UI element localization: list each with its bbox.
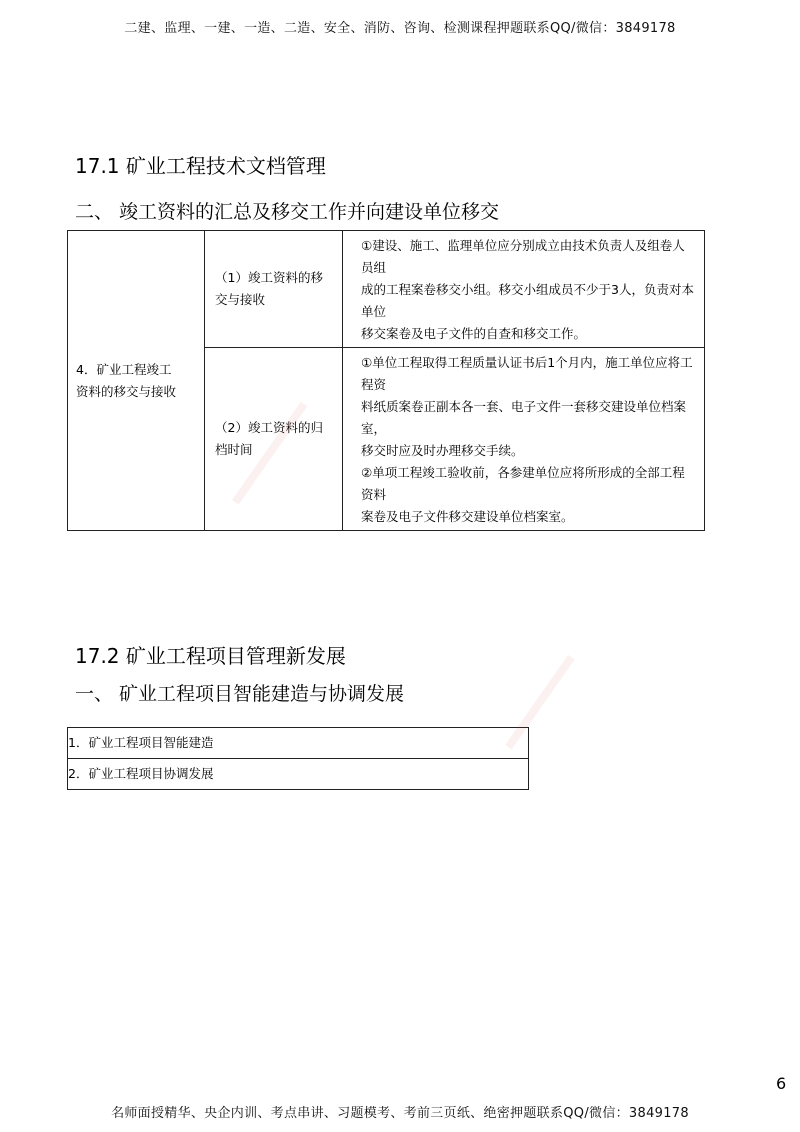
table-row: 2．矿业工程项目协调发展 xyxy=(68,759,529,790)
label-line: （2）竣工资料的归 xyxy=(215,420,323,435)
label-line: 交与接收 xyxy=(215,292,266,307)
section-subtitle-smart-construction: 一、 矿业工程项目智能建造与协调发展 xyxy=(75,683,405,705)
content-line: 移交案卷及电子文件的自查和移交工作。 xyxy=(361,326,587,341)
category-line: 4．矿业工程竣工 xyxy=(76,361,172,377)
category-line: 资料的移交与接收 xyxy=(76,383,177,399)
section-subtitle-completion-docs: 二、 竣工资料的汇总及移交工作并向建设单位移交 xyxy=(75,201,500,223)
label-line: 档时间 xyxy=(215,442,253,457)
content-line: 料纸质案卷正副本各一套、电子文件一套移交建设单位档案室， xyxy=(361,399,687,436)
smart-construction-table xyxy=(67,727,529,790)
content-line: ②单项工程竣工验收前，各参建单位应将所形成的全部工程资料 xyxy=(361,465,685,502)
content-line: 案卷及电子文件移交建设单位档案室。 xyxy=(361,509,574,524)
table-row-content xyxy=(343,231,705,348)
content-line: ①单位工程取得工程质量认证书后1个月内，施工单位应将工程资 xyxy=(361,355,693,392)
page-header: 二建、监理、一建、一造、二造、安全、消防、咨询、检测课程押题联系QQ/微信：3849178 xyxy=(124,21,676,36)
section-title-17-1: 17.1 矿业工程技术文档管理 xyxy=(75,154,326,178)
page-number: 6 xyxy=(776,1074,787,1093)
table-row: 1．矿业工程项目智能建造 xyxy=(68,728,529,759)
content-line: 成的工程案卷移交小组。移交小组成员不少于3人，负责对本单位 xyxy=(361,282,694,319)
table-row-label xyxy=(205,231,343,348)
section-title-17-2: 17.2 矿业工程项目管理新发展 xyxy=(75,644,346,668)
watermark-mark xyxy=(505,655,583,755)
label-line: （1）竣工资料的移 xyxy=(215,270,323,285)
completion-docs-table xyxy=(67,230,705,531)
content-line: ①建设、施工、监理单位应分别成立由技术负责人及组卷人员组 xyxy=(361,238,685,275)
table-category-cell xyxy=(68,231,205,531)
page-footer: 名师面授精华、央企内训、考点串讲、习题模考、考前三页纸、绝密押题联系QQ/微信：3849178 xyxy=(111,1106,689,1121)
table-row-content xyxy=(343,348,705,531)
content-line: 移交时应及时办理移交手续。 xyxy=(361,443,524,458)
